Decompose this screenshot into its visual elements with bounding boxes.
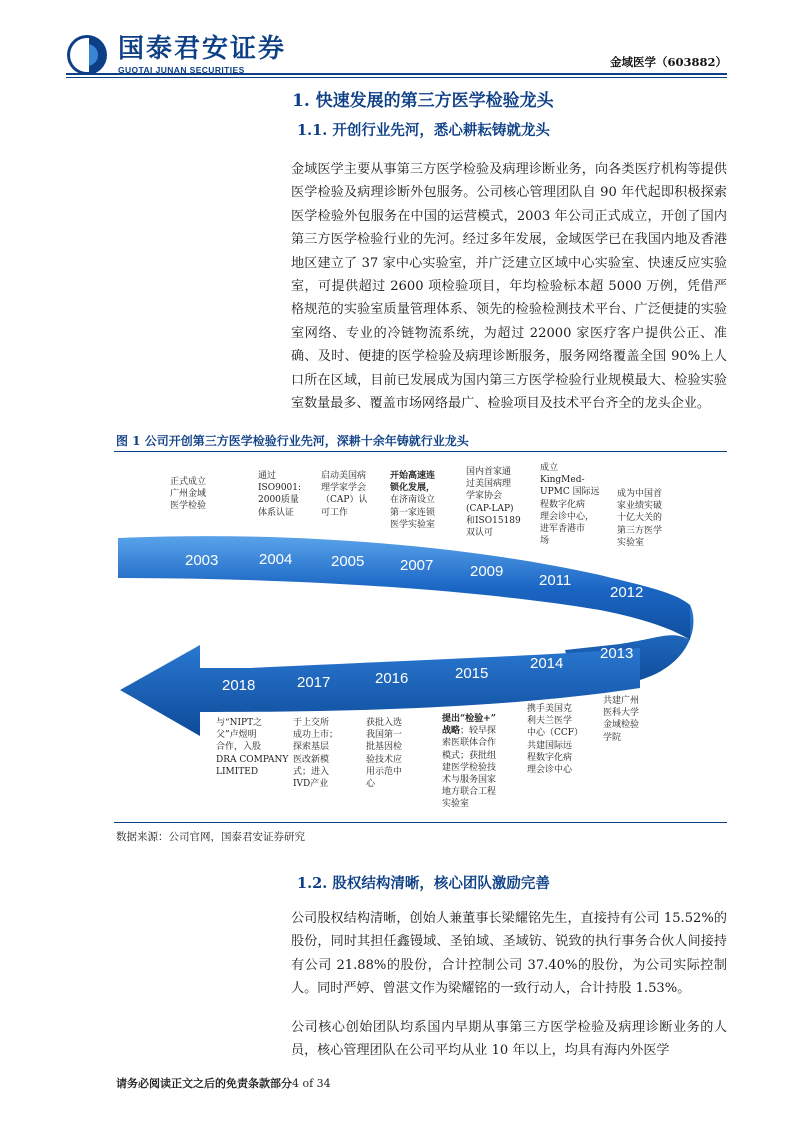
subsection-heading-1-2: 1.2. 股权结构清晰，核心团队激励完善 <box>297 875 550 892</box>
timeline-label-2014: 携手美国克 利夫兰医学 中心（CCF） 共建国际远 程数字化病 理会诊中心 <box>527 704 584 776</box>
timeline-year-2018: 2018 <box>222 677 256 694</box>
timeline-label-2015-bold: 提出“检验+” 战略 <box>442 714 496 737</box>
page-footer <box>116 1075 331 1091</box>
timeline-label-2007-text: 在济南设立 第一家连锁 医学实验室 <box>390 495 436 530</box>
timeline-label-2004: 通过 ISO9001: 2000质量 体系认证 <box>258 471 302 518</box>
timeline-year-2011: 2011 <box>539 572 572 589</box>
timeline-label-2007-bold: 开始高速连 锁化发展， <box>390 471 436 494</box>
timeline-label-2013: 共建广州 医科大学 金域检验 学院 <box>603 696 640 743</box>
timeline-label-2009: 国内首家通 过美国病理 学家协会 (CAP-LAP) 和ISO15189 双认可 <box>466 467 521 539</box>
logo-english-name: GUOTAI JUNAN SECURITIES <box>118 65 245 75</box>
figure-bottom-rule <box>114 822 727 823</box>
logo-chinese-name: 国泰君安证券 <box>118 34 287 64</box>
timeline-year-2016: 2016 <box>375 670 409 687</box>
body-paragraph-2: 公司股权结构清晰，创始人兼董事长梁耀铭先生，直接持有公司 15.52%的股份，同时其担任鑫镘域、圣铂域、圣域钫、锐致的执行事务合伙人间接持有公司 21.88%的股份，合计控制公司 37.40%的股份，为公司实际控制人。同时严婷、曾湛文作为梁耀铭的一致行动人，合计持股 1.53%。 <box>291 911 727 997</box>
body-paragraph-3: 公司核心创始团队均系国内早期从事第三方医学检验及病理诊断业务的人员，核心管理团队在公司平均从业 10 年以上，均具有海内外医学 <box>291 1020 727 1059</box>
timeline-label-2015-text: ；较早探 索医联体合作 模式；获批组 建医学检验技 术与服务国家 地方联合工程 实验室 <box>442 726 497 810</box>
timeline-year-2009: 2009 <box>470 563 504 580</box>
stock-code: 金域医学（603882） <box>609 55 727 69</box>
timeline-label-2007 <box>390 470 435 531</box>
timeline-year-2005: 2005 <box>331 553 365 570</box>
timeline-label-2005: 启动美国病 理学家学会 （CAP）认 可工作 <box>321 471 368 518</box>
timeline-year-2014: 2014 <box>530 655 564 672</box>
section-heading-1: 1. 快速发展的第三方医学检验龙头 <box>292 91 554 111</box>
timeline-label-2012: 成为中国首 家业绩实破 十亿大关的 第三方医学 实验室 <box>617 489 663 548</box>
timeline-year-2007: 2007 <box>400 557 434 574</box>
timeline-label-2011: 成立 KingMed- UPMC 国际远 程数字化病 理会诊中心， 进军香港市 场 <box>540 463 600 547</box>
timeline-year-2004: 2004 <box>259 551 293 568</box>
body-paragraph-1: 金域医学主要从事第三方医学检验及病理诊断业务，向各类医疗机构等提供医学检验及病理诊断外包服务。公司核心管理团队自 90 年代起即积极探索医学检验外包服务在中国的运营模式，2003 年公司正式成立，开创了国内第三方医学检验行业的先河。经过多年发展，金域医学已在我国内地及香港地区建立了 37 家中心实验室，并广泛建立区域中心实验室、快速反应实验室，可提供超过 2600 项检验项目，年均检验标本超 5000 万例，凭借严格规范的实验室质量管理体系、领先的检验检测技术平台、广泛便捷的实验室网络、专业的冷链物流系统，为超过 22000 家医疗客户提供公正、准确、及时、便捷的医学检验及病理诊断服务，服务网络覆盖全国 90%上人口所在区域，目前已发展成为国内第三方医学检验行业规模最大、检验实验室数量最多、覆盖市场网络最广、检验项目及技术平台齐全的龙头企业。 <box>291 162 727 412</box>
figure-title: 图 1 公司开创第三方医学检验行业先河，深耕十余年铸就行业龙头 <box>116 434 469 448</box>
timeline-year-2013: 2013 <box>600 645 634 662</box>
timeline-year-2015: 2015 <box>455 665 489 682</box>
subsection-heading-1-1: 1.1. 开创行业先河，悉心耕耘铸就龙头 <box>297 122 550 139</box>
footer-page-number: 4 of 34 <box>292 1077 331 1090</box>
timeline-year-2012: 2012 <box>610 584 644 601</box>
timeline-label-2016: 获批入选 我国第一 批基因检 验技术应 用示范中 心 <box>366 718 403 790</box>
figure-source: 数据来源：公司官网，国泰君安证券研究 <box>116 831 305 843</box>
timeline-year-2003: 2003 <box>185 552 219 569</box>
timeline-label-2003: 正式成立 广州金域 医学检验 <box>170 477 207 512</box>
timeline-year-2017: 2017 <box>297 674 331 691</box>
timeline-label-2018: 与“NIPT之 父”卢煜明 合作，入股 DRA COMPANY LIMITED <box>216 718 289 777</box>
timeline-label-2017: 于上交所 成功上市； 探索基层 医改新模 式；进入 IVD产业 <box>293 718 339 790</box>
footer-disclaimer: 请务必阅读正文之后的免责条款部分 <box>116 1077 292 1090</box>
timeline-label-2015 <box>442 713 496 811</box>
